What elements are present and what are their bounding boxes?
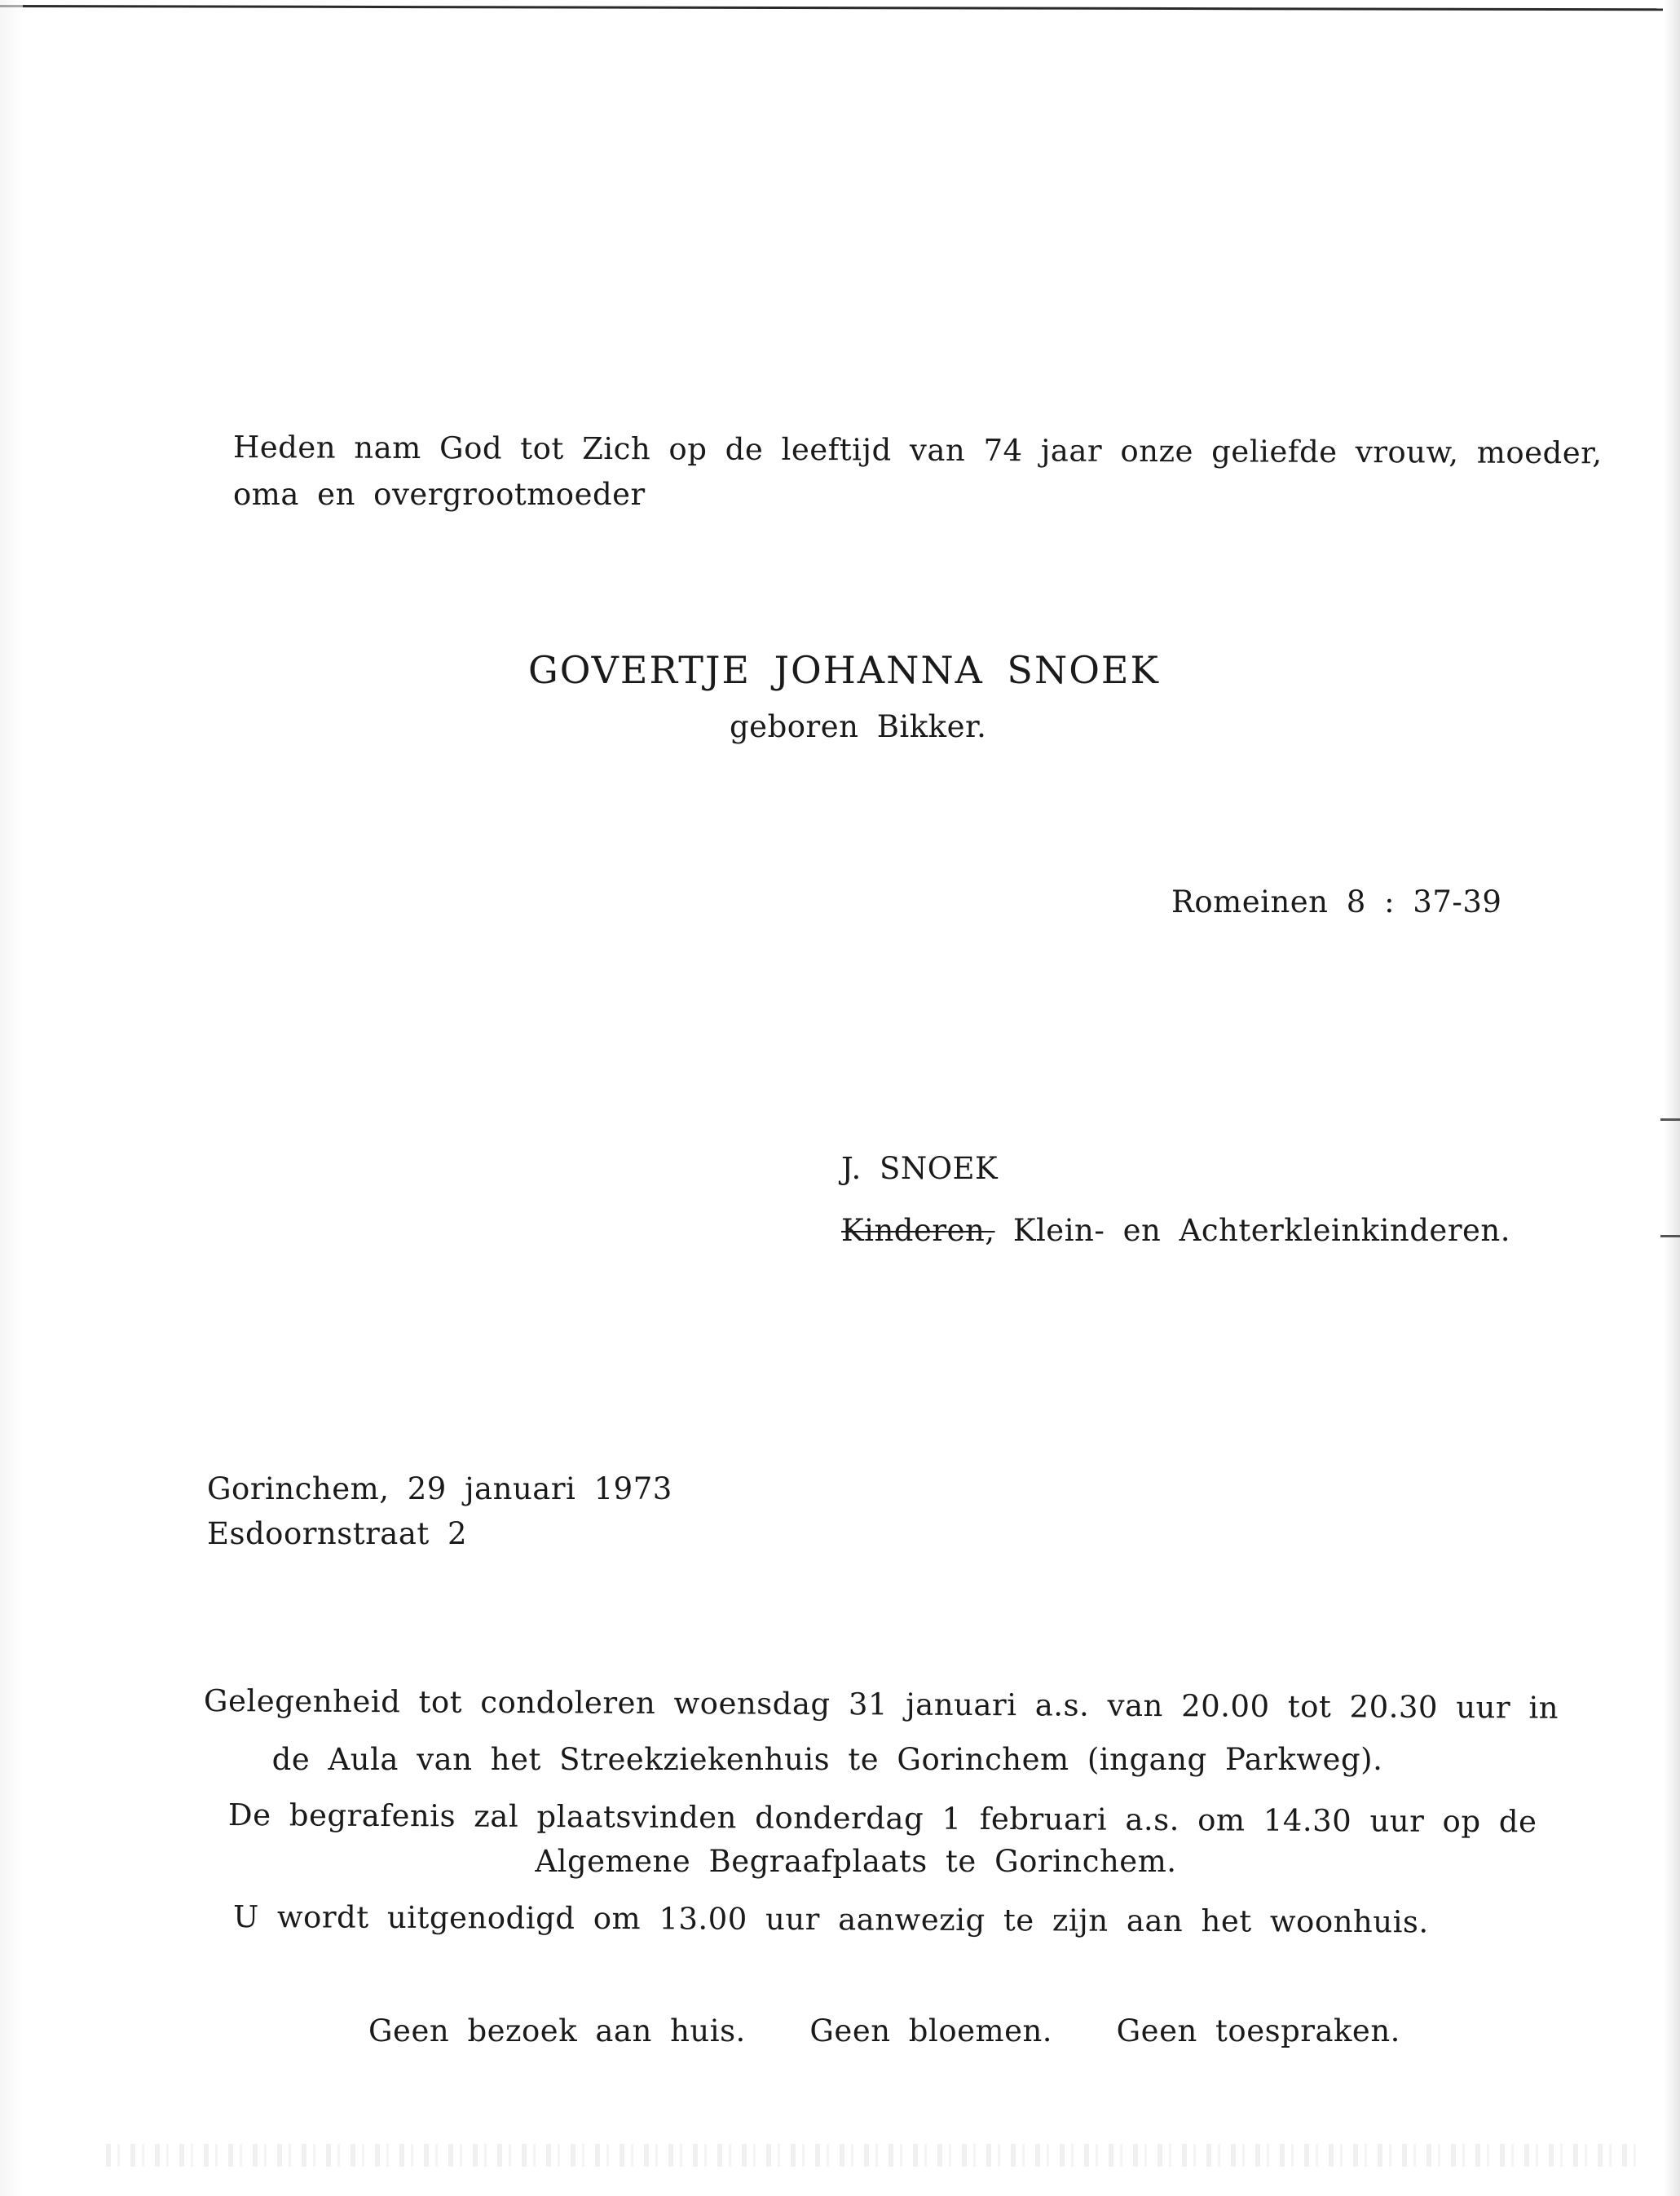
bottom-scan-noise (106, 2144, 1638, 2167)
deceased-name: GOVERTJE JOHANNA SNOEK (528, 648, 1160, 692)
intro-line-1: Heden nam God tot Zich op de leeftijd van 74 jaar onze geliefde vrouw, moeder, (232, 430, 1603, 471)
top-edge-rule (0, 5, 1663, 11)
place-date-line: Gorinchem, 29 januari 1973 (207, 1471, 672, 1506)
funeral-line-1: De begrafenis zal plaatsvinden donderdag 1 februari a.s. om 14.30 uur op de (227, 1797, 1537, 1840)
no-speeches-text: Geen toespraken. (1116, 2013, 1400, 2048)
scripture-reference: Romeinen 8 : 37-39 (1171, 884, 1502, 919)
no-visit-text: Geen bezoek aan huis. (368, 2013, 746, 2048)
no-flowers-text: Geen bloemen. (809, 2013, 1053, 2048)
descendants-text: Klein- en Achterkleinkinderen. (1012, 1213, 1510, 1248)
funeral-line-2: Algemene Begraafplaats te Gorinchem. (535, 1844, 1177, 1879)
left-scan-edge (0, 0, 23, 2196)
invitation-line: U wordt uitgenodigd om 13.00 uur aanwezig te zijn aan het woonhuis. (232, 1899, 1429, 1940)
intro-line-2: oma en overgrootmoeder (233, 477, 646, 512)
condolence-line-1: Gelegenheid tot condoleren woensdag 31 januari a.s. van 20.00 tot 20.30 uur in (203, 1683, 1559, 1726)
right-scan-edge (1664, 0, 1680, 2196)
spouse-name: J. SNOEK (841, 1151, 999, 1186)
closing-line (368, 2013, 1400, 2048)
address-line: Esdoornstraat 2 (207, 1516, 468, 1551)
condolence-line-2: de Aula van het Streekziekenhuis te Gorinchem (ingang Parkweg). (271, 1742, 1383, 1777)
maiden-name: geboren Bikker. (730, 709, 987, 744)
children-struck-out: Kinderen, (841, 1213, 995, 1248)
fold-mark-lower (1660, 1235, 1680, 1237)
fold-mark-upper (1660, 1118, 1680, 1121)
descendants-line (841, 1213, 1510, 1248)
